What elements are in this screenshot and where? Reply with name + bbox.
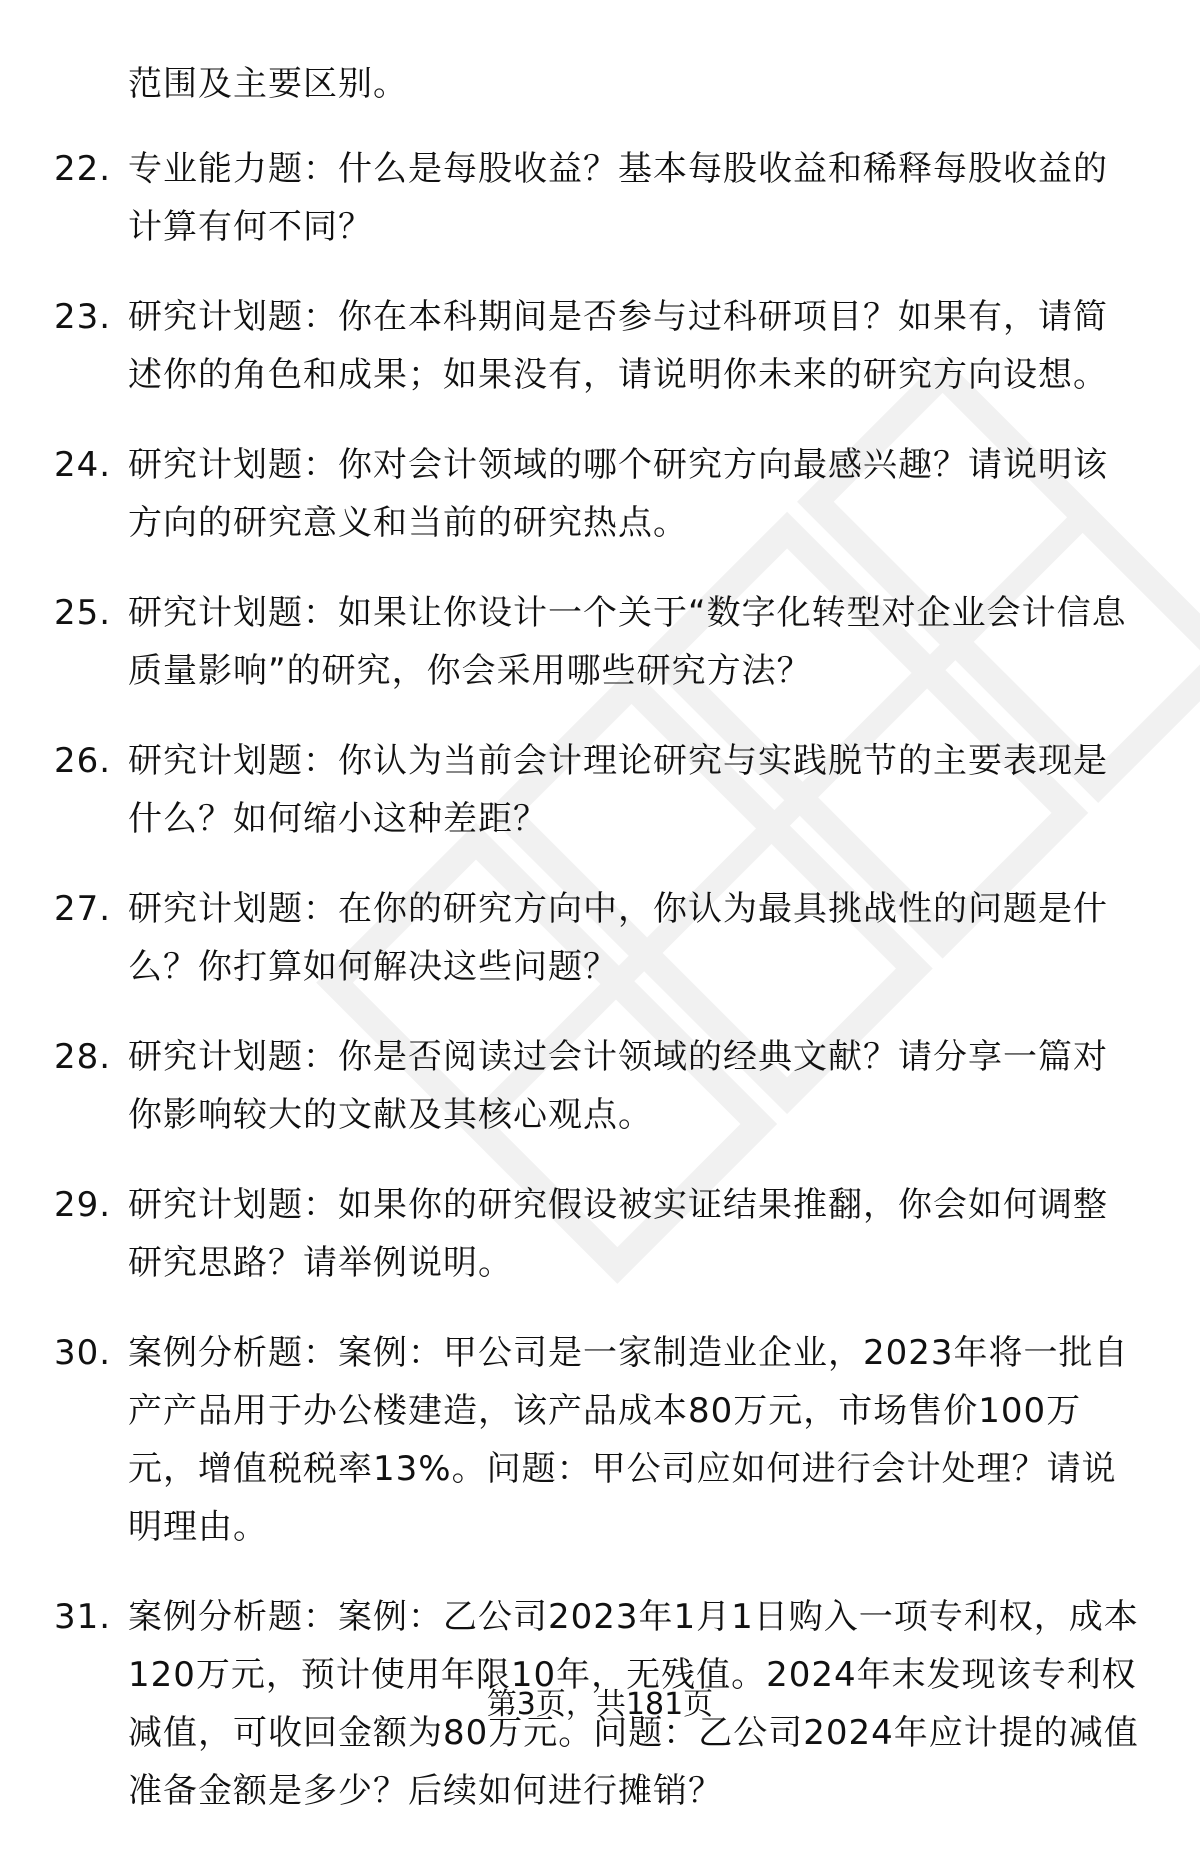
- question-text: 案例分析题：案例：甲公司是一家制造业企业，2023年将一批自产产品用于办公楼建造，该产品成本80万元，市场售价100万元，增值税税率13%。问题：甲公司应如何进行会计处理？请说明理由。: [128, 1333, 1129, 1547]
- question-number: 26.: [54, 741, 112, 781]
- continuation-text: 范围及主要区别。: [128, 64, 408, 104]
- question-text: 研究计划题：你认为当前会计理论研究与实践脱节的主要表现是什么？如何缩小这种差距？: [128, 741, 1108, 839]
- question-text: 研究计划题：如果你的研究假设被实证结果推翻，你会如何调整研究思路？请举例说明。: [128, 1185, 1108, 1283]
- question-item: [0, 1028, 1200, 1144]
- question-text: 研究计划题：如果让你设计一个关于“数字化转型对企业会计信息质量影响”的研究，你会采用哪些研究方法？: [128, 593, 1127, 691]
- question-item: [0, 140, 1200, 256]
- question-number: 27.: [54, 889, 112, 929]
- question-list: [0, 140, 1200, 1852]
- question-number: 28.: [54, 1037, 112, 1077]
- question-number: 22.: [54, 149, 112, 189]
- question-item: [0, 584, 1200, 700]
- question-item: [0, 436, 1200, 552]
- question-item: [0, 1176, 1200, 1292]
- question-item: [0, 732, 1200, 848]
- question-text: 研究计划题：你是否阅读过会计领域的经典文献？请分享一篇对你影响较大的文献及其核心观点。: [128, 1037, 1108, 1135]
- question-number: 24.: [54, 445, 112, 485]
- question-text: 研究计划题：在你的研究方向中，你认为最具挑战性的问题是什么？你打算如何解决这些问题？: [128, 889, 1108, 987]
- question-item: [0, 288, 1200, 404]
- question-text: 案例分析题：案例：乙公司2023年1月1日购入一项专利权，成本120万元，预计使用年限10年，无残值。2024年末发现该专利权减值，可收回金额为80万元。问题：乙公司2024年应计提的减值准备金额是多少？后续如何进行摊销？: [128, 1597, 1139, 1811]
- question-text: 研究计划题：你对会计领域的哪个研究方向最感兴趣？请说明该方向的研究意义和当前的研究热点。: [128, 445, 1108, 543]
- question-item: [0, 1324, 1200, 1556]
- page-footer: 第3页，共181页: [486, 1687, 714, 1722]
- question-number: 23.: [54, 297, 112, 337]
- question-number: 29.: [54, 1185, 112, 1225]
- question-item: [0, 880, 1200, 996]
- question-text: 研究计划题：你在本科期间是否参与过科研项目？如果有，请简述你的角色和成果；如果没有，请说明你未来的研究方向设想。: [128, 297, 1108, 395]
- question-text: 专业能力题：什么是每股收益？基本每股收益和稀释每股收益的计算有何不同？: [128, 149, 1108, 247]
- question-number: 30.: [54, 1333, 112, 1373]
- question-number: 25.: [54, 593, 112, 633]
- question-number: 31.: [54, 1597, 112, 1637]
